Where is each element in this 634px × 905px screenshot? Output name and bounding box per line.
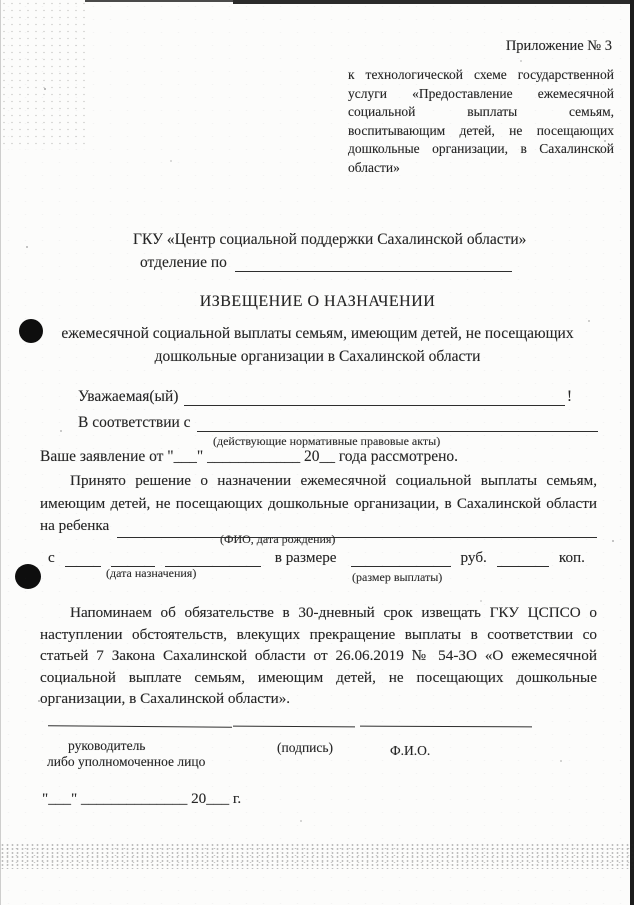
amount-blank-line [351,550,451,567]
decision-paragraph [40,470,597,538]
period-blank-month [111,550,155,567]
period-blank-day [65,550,101,567]
scan-noise-topleft [0,0,85,150]
annotation-line: к технологической схеме государственной [348,67,614,82]
reminder-line: наступлении обстоятельств, влекущих прекращение выплаты в соответствии со [40,625,597,643]
reminder-paragraph [40,602,597,710]
signature-caption: (подпись) [277,740,334,755]
annotation-line: воспитывающим детей, не посещающих [348,122,614,138]
subtitle-line: ежемесячной социальной выплаты семьям, имеющим детей, не посещающих [61,325,574,342]
period-amount-row [48,549,585,567]
reminder-line: социальной выплате семьям, имеющим детей, не посещающих дошкольные [40,668,597,686]
annotation-line: дошкольные организации, в Сахалинской [348,141,614,157]
annotation-line: услуги «Предоставление ежемесячной [348,85,614,101]
kopeck-blank-line [497,550,549,567]
signer-label-line2: либо уполномоченное лицо [47,754,206,769]
signature-line-name [360,726,532,728]
reminder-line: статьей 7 Закона Сахалинской области от 26.06.2019 № 54-ЗО «О ежемесячной [40,647,597,665]
fio-caption: Ф.И.О. [390,743,431,758]
salutation-row [78,388,572,406]
accordance-label: В соответствии с [78,414,191,431]
period-prefix: с [48,549,55,566]
accordance-caption: (действующие нормативные правовые акты) [213,434,441,448]
scan-edge-top-dark [233,0,634,4]
scan-noise-bottom [0,843,634,869]
date-line: "___" ______________ 20___ г. [42,790,242,807]
branch-row [140,254,512,272]
scan-edge-right [630,0,634,905]
subtitle-line: дошкольные организации в Сахалинской области [154,348,481,365]
accordance-row [78,414,598,432]
signer-label-line1: руководитель [68,738,146,753]
document-subtitle [40,322,595,368]
salutation-exclamation: ! [566,388,572,405]
kop-label: коп. [558,549,585,566]
decision-line: имеющим детей, не посещающих дошкольные организации, в Сахалинской области [40,494,597,512]
hole-punch-bottom [15,564,41,589]
accordance-blank-line [197,415,598,432]
branch-blank-line [235,255,512,272]
child-caption: (ФИО, дата рождения) [220,532,336,546]
application-line: Ваше заявление от "___" ____________ 20__ года рассмотрено. [40,448,459,465]
annotation-line: социальной выплаты семьям, [348,104,614,120]
branch-label: отделение по [140,254,227,271]
amount-caption: (размер выплаты) [352,570,443,584]
organization-name: ГКУ «Центр социальной поддержки Сахалинской области» [133,231,527,248]
signature-line-signer [48,725,232,727]
appendix-label: Приложение № 3 [505,38,612,54]
annotation-block [348,66,614,178]
child-label: на ребенка [40,517,110,534]
scan-specks [0,0,2,2]
decision-line: Принято решение о назначении ежемесячной социальной выплаты семьям, [70,472,597,489]
signature-line-sign [233,726,355,728]
document-title: ИЗВЕЩЕНИЕ О НАЗНАЧЕНИИ [199,293,436,310]
period-caption: (дата назначения) [106,566,197,580]
salutation-label: Уважаемая(ый) [78,388,179,405]
reminder-line: организации, в Сахалинской области». [40,690,291,708]
rub-label: руб. [460,549,487,566]
annotation-line: области» [348,159,400,175]
period-blank-year [165,550,261,567]
child-blank-line [117,521,597,538]
salutation-blank-line [184,389,564,406]
reminder-line: Напоминаем об обязательстве в 30-дневный срок извещать ГКУ ЦСПСО о [70,604,597,621]
amount-label: в размере [274,549,337,566]
